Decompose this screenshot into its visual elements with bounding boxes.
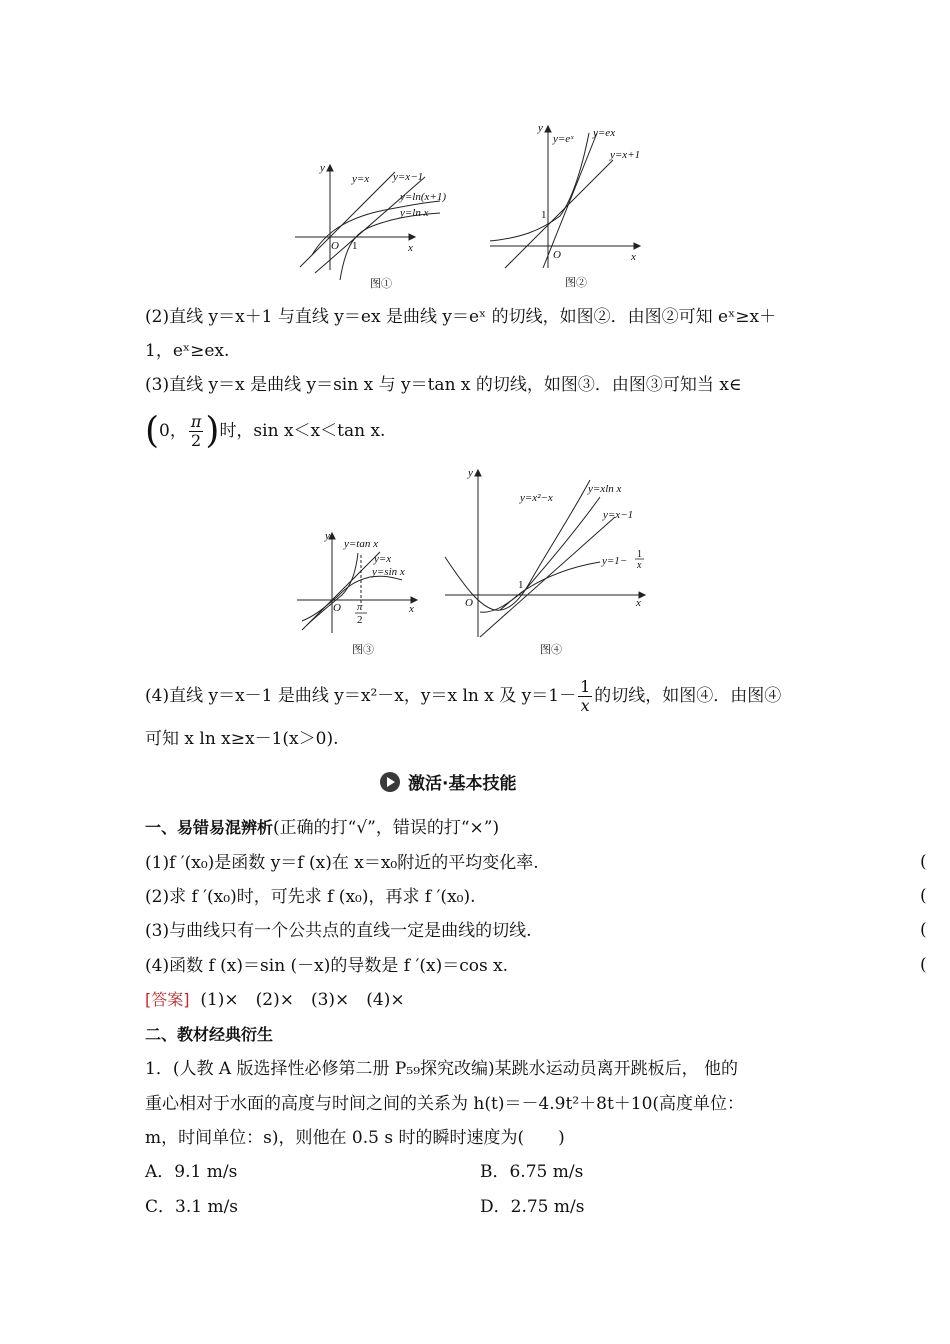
q1-line-1: 1．(人教 A 版选择性必修第二册 P₅₉探究改编)某跳水运动员离开跳板后， 他的 (145, 1059, 739, 1079)
f2-label-ex: y=eˣ (553, 133, 574, 145)
f4-label-origin: O (465, 597, 473, 609)
f2-label-one: 1 (541, 209, 547, 221)
f1-caption: 图① (370, 278, 392, 290)
section-title-text: 激活·基本技能 (408, 774, 517, 794)
part-2-heading (145, 1024, 273, 1046)
para-3-rest: 时，sin x＜x＜tan x. (219, 421, 386, 441)
f2-label-x: x (631, 251, 636, 263)
f3-caption: 图③ (352, 644, 374, 656)
option-c: C．3.1 m/s (145, 1197, 239, 1217)
f3-label-sin: y=sin x (372, 566, 405, 578)
item-4: (4)函数 f (x)＝sin (－x)的导数是 f ′(x)＝cos x. (145, 956, 509, 976)
f1-label-lnx: y=ln x (400, 207, 429, 219)
f2-label-yx1: y=x+1 (610, 149, 641, 161)
figure-4 (440, 462, 655, 660)
f3-label-pi: π (357, 601, 363, 613)
f2-label-yex: y=ex (593, 127, 616, 139)
f4-caption: 图④ (540, 644, 562, 656)
f3-label-x: x (409, 603, 414, 615)
f2-label-y: y (538, 122, 543, 134)
play-icon (380, 772, 400, 792)
f2-caption: 图② (565, 277, 587, 289)
f1-label-x: x (408, 242, 413, 254)
f4-label-x-1: y=x−1 (603, 509, 634, 521)
f4-label-x2x: y=x²−x (520, 492, 553, 504)
answer-text: (1)× (2)× (3)× (4)× (200, 990, 405, 1010)
part-1-heading (145, 817, 499, 839)
para-4-part-a: (4)直线 y＝x－1 是曲线 y＝x²－x，y＝x ln x 及 y＝1－ (145, 686, 577, 706)
f1-label-yx: y=x (352, 173, 370, 185)
para-4-line-2: 可知 x ln x≥x－1(x＞0). (145, 729, 339, 749)
f3-label-origin: O (333, 602, 341, 614)
frac-pi: π (190, 412, 202, 431)
para-4-part-b: 的切线，如图④．由图④ (594, 686, 782, 706)
f1-label-y: y (320, 162, 325, 174)
f4-label-xlnx: y=xln x (588, 483, 622, 495)
f4-label-frac-1: 1 (637, 549, 642, 560)
item-3: (3)与曲线只有一个公共点的直线一定是曲线的切线. (145, 921, 532, 941)
item-4-paren: ( (920, 955, 927, 975)
answer-label: [答案] (145, 990, 190, 1009)
f3-label-y: y (325, 530, 330, 542)
para-3-line-1: (3)直线 y＝x 是曲线 y＝sin x 与 y＝tan x 的切线，如图③．由图③可知当 x∈ (145, 375, 742, 395)
para-2-line-2: 1，eˣ≥ex. (145, 341, 230, 361)
f3-label-2: 2 (357, 614, 363, 626)
frac-x: x (580, 696, 590, 715)
f4-label-1-1x: y=1− (602, 555, 628, 567)
option-b: B．6.75 m/s (480, 1162, 584, 1182)
f4-label-one: 1 (518, 579, 524, 591)
part-1-heading-note: (正确的打“√”，错误的打“×”) (273, 818, 500, 838)
section-title (380, 769, 516, 794)
q1-line-2: 重心相对于水面的高度与时间之间的关系为 h(t)＝－4.9t²＋8t＋10(高度单位： (145, 1094, 745, 1114)
part-2-heading-text: 二、教材经典衍生 (145, 1025, 274, 1044)
q1-line-3: m，时间单位：s)，则他在 0.5 s 时的瞬时速度为( ) (145, 1128, 565, 1148)
item-1-paren: ( (920, 852, 927, 872)
item-3-paren: ( (920, 920, 927, 940)
f1-label-origin: O (331, 240, 339, 252)
f4-label-frac-x: x (637, 560, 642, 571)
one-over-x (578, 678, 592, 715)
para-2-line-1: (2)直线 y＝x＋1 与直线 y＝ex 是曲线 y＝eˣ 的切线，如图②．由图②可知 eˣ≥x＋ (145, 307, 777, 327)
f1-label-ln-x1: y=ln(x+1) (400, 191, 446, 203)
item-1: (1)f ′(x₀)是函数 y＝f (x)在 x＝x₀附近的平均变化率. (145, 853, 539, 873)
f1-label-one: 1 (352, 240, 358, 252)
option-d: D．2.75 m/s (480, 1197, 585, 1217)
item-2: (2)求 f ′(x₀)时，可先求 f (x₀)，再求 f ′(x₀). (145, 887, 476, 907)
f1-label-yx-1: y=x−1 (393, 171, 424, 183)
frac-one: 1 (580, 677, 591, 696)
f3-label-yx: y=x (374, 553, 392, 565)
figure-2 (485, 118, 655, 294)
pi-over-2 (189, 413, 204, 450)
part-1-heading-text: 一、易错易混辨析 (145, 818, 274, 837)
interval-open: 0， (159, 421, 187, 441)
frac-2: 2 (191, 431, 202, 450)
figure-1 (290, 155, 475, 295)
figure-3 (292, 525, 427, 660)
answer-line (145, 989, 405, 1011)
f4-label-y: y (468, 467, 473, 479)
option-a: A．9.1 m/s (145, 1162, 238, 1182)
para-4-line-1 (145, 676, 781, 716)
f3-label-tan: y=tan x (344, 538, 378, 550)
item-2-paren: ( (920, 886, 927, 906)
f2-label-origin: O (553, 249, 561, 261)
para-3-line-2: (0， $\frac{\pi}{2}$ )时，sin x＜x＜tan x. (145, 410, 386, 452)
f4-label-x: x (636, 597, 641, 609)
